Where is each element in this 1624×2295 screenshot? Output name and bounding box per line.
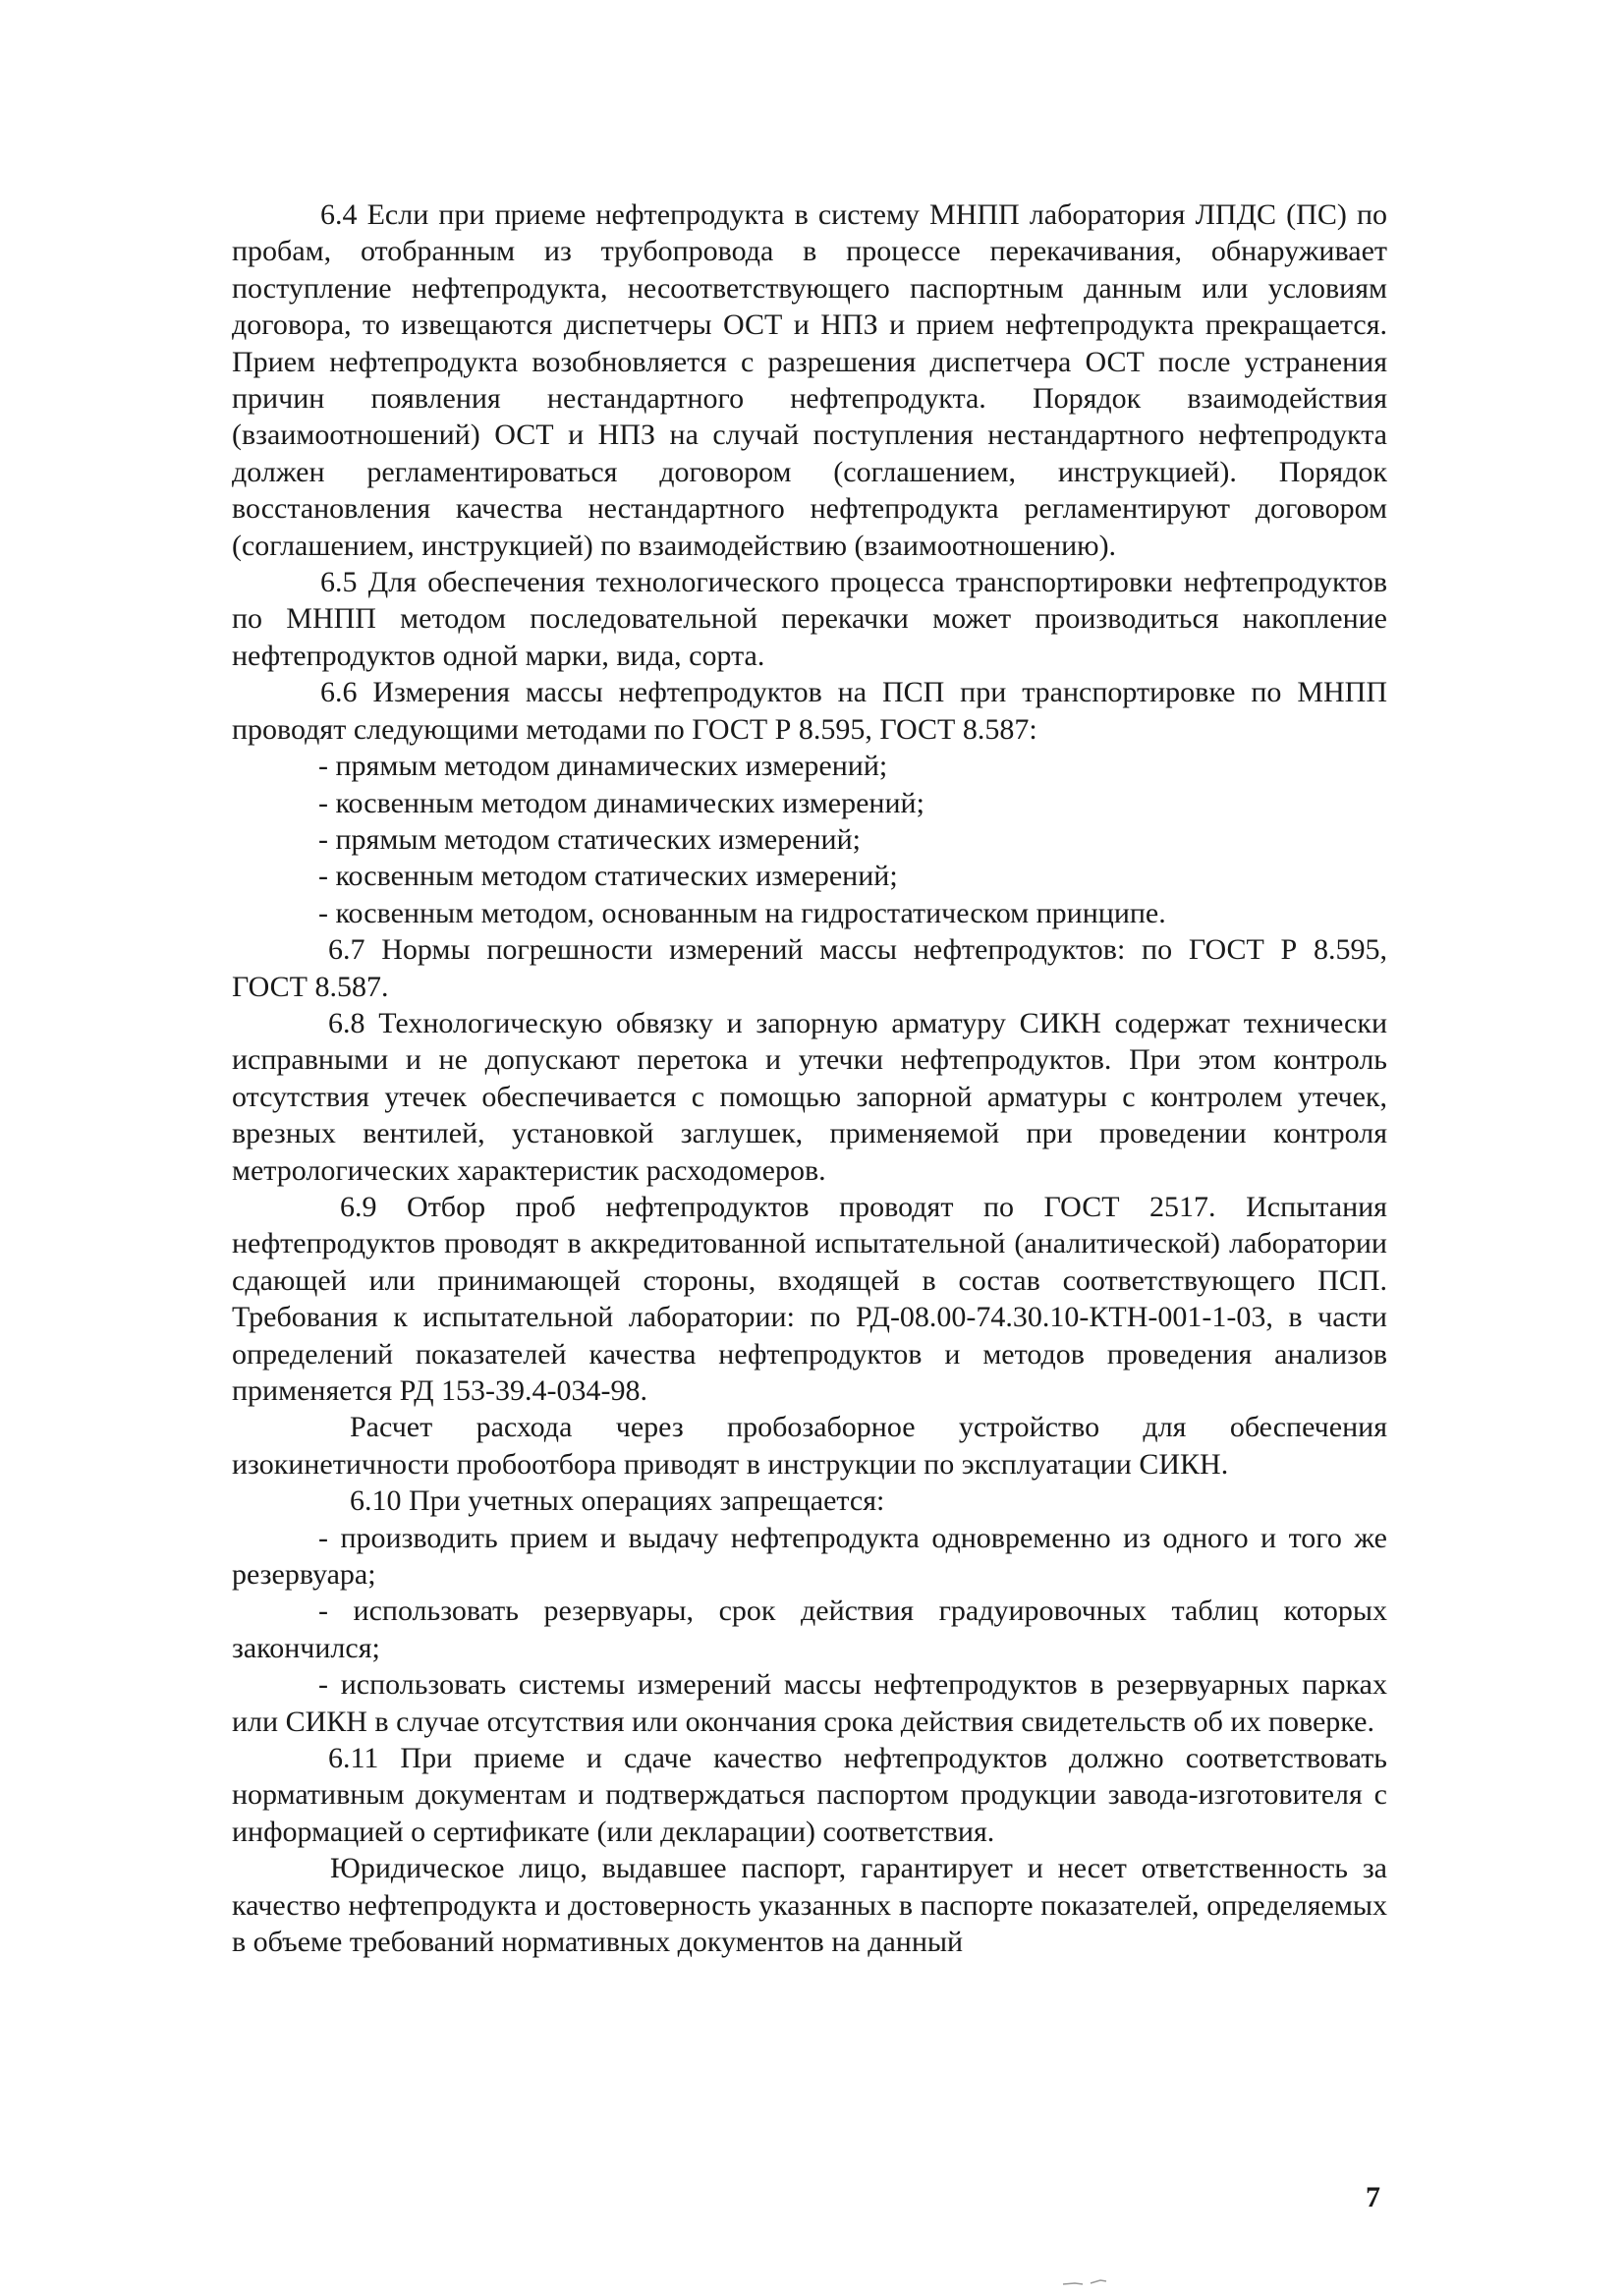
- list-item: - прямым методом статических измерений;: [318, 822, 861, 856]
- list-item: - косвенным методом динамических измерений;: [318, 786, 924, 819]
- list-item: - косвенным методом статических измерений;: [318, 860, 898, 893]
- paragraph-6-9: 6.9 Отбор проб нефтепродуктов проводят по ГОСТ 2517. Испытания нефтепродуктов проводят в аккредитованной испытательной (аналитической) лаборатории сдающей или принимающей стороны, входящей в состав соответствующего ПСП. Требования к испытательной лаборатории: по РД-08.00-74.30.10-КТН-001-1-03, в части определений показателей качества нефтепродуктов и методов проведения анализов применяется РД 153-39.4-034-98.: [232, 1190, 1387, 1407]
- paragraph-6-7: 6.7 Нормы погрешности измерений массы нефтепродуктов: по ГОСТ Р 8.595, ГОСТ 8.587.: [232, 933, 1387, 1003]
- list-item: - использовать резервуары, срок действия градуировочных таблиц которых закончился;: [232, 1595, 1387, 1664]
- list-item: - прямым методом динамических измерений;: [318, 750, 888, 783]
- list-item: - косвенным методом, основанным на гидростатическом принципе.: [318, 896, 1166, 929]
- paragraph-legal-entity: Юридическое лицо, выдавшее паспорт, гарантирует и несет ответственность за качество нефтепродукта и достоверность указанных в паспорте показателей, определяемых в объеме требований нормативных документов на данный: [232, 1852, 1387, 1959]
- paragraph-6-8: 6.8 Технологическую обвязку и запорную арматуру СИКН содержат технически исправными и не допускают перетока и утечки нефтепродуктов. При этом контроль отсутствия утечек обеспечивается с помощью запорной арматуры с контролем утечек, врезных вентилей, установкой заглушек, применяемой при проведении контроля метрологических характеристик расходомеров.: [232, 1006, 1387, 1187]
- paragraph-6-10: 6.10 При учетных операциях запрещается:: [350, 1484, 885, 1518]
- paragraph-6-5: 6.5 Для обеспечения технологического процесса транспортировки нефтепродуктов по МНПП методом последовательной перекачки может производиться накопление нефтепродуктов одной марки, вида, сорта.: [232, 566, 1387, 672]
- list-item: - использовать системы измерений массы нефтепродуктов в резервуарных парках или СИКН в случае отсутствия или окончания срока действия свидетельств об их поверке.: [232, 1668, 1387, 1738]
- paragraph-sampling-calculation: Расчет расхода через пробозаборное устройство для обеспечения изокинетичности пробоотбора приводят в инструкции по эксплуатации СИКН.: [232, 1411, 1387, 1481]
- scan-artifact-mark: [1061, 2277, 1120, 2287]
- list-item: - производить прием и выдачу нефтепродукта одновременно из одного и того же резервуара;: [232, 1521, 1387, 1592]
- paragraph-6-11: 6.11 При приеме и сдаче качество нефтепродуктов должно соответствовать нормативным документам и подтверждаться паспортом продукции завода-изготовителя с информацией о сертификате (или декларации) соответствия.: [232, 1742, 1387, 1848]
- paragraph-6-4: 6.4 Если при приеме нефтепродукта в систему МНПП лаборатория ЛПДС (ПС) по пробам, отобранным из трубопровода в процессе перекачивания, обнаруживает поступление нефтепродукта, несоответствующего паспортным данным или условиям договора, то извещаются диспетчеры ОСТ и НПЗ и прием нефтепродукта прекращается. Прием нефтепродукта возобновляется с разрешения диспетчера ОСТ после устранения причин появления нестандартного нефтепродукта. Порядок взаимодействия (взаимоотношений) ОСТ и НПЗ на случай поступления нестандартного нефтепродукта должен регламентироваться договором (соглашением, инструкцией). Порядок восстановления качества нестандартного нефтепродукта регламентируют договором (соглашением, инструкцией) по взаимодействию (взаимоотношению).: [232, 198, 1387, 562]
- page-number: 7: [1366, 2181, 1380, 2213]
- body-text: [232, 196, 1387, 1961]
- paragraph-6-6: 6.6 Измерения массы нефтепродуктов на ПСП при транспортировке по МНПП проводят следующими методами по ГОСТ Р 8.595, ГОСТ 8.587:: [232, 676, 1387, 746]
